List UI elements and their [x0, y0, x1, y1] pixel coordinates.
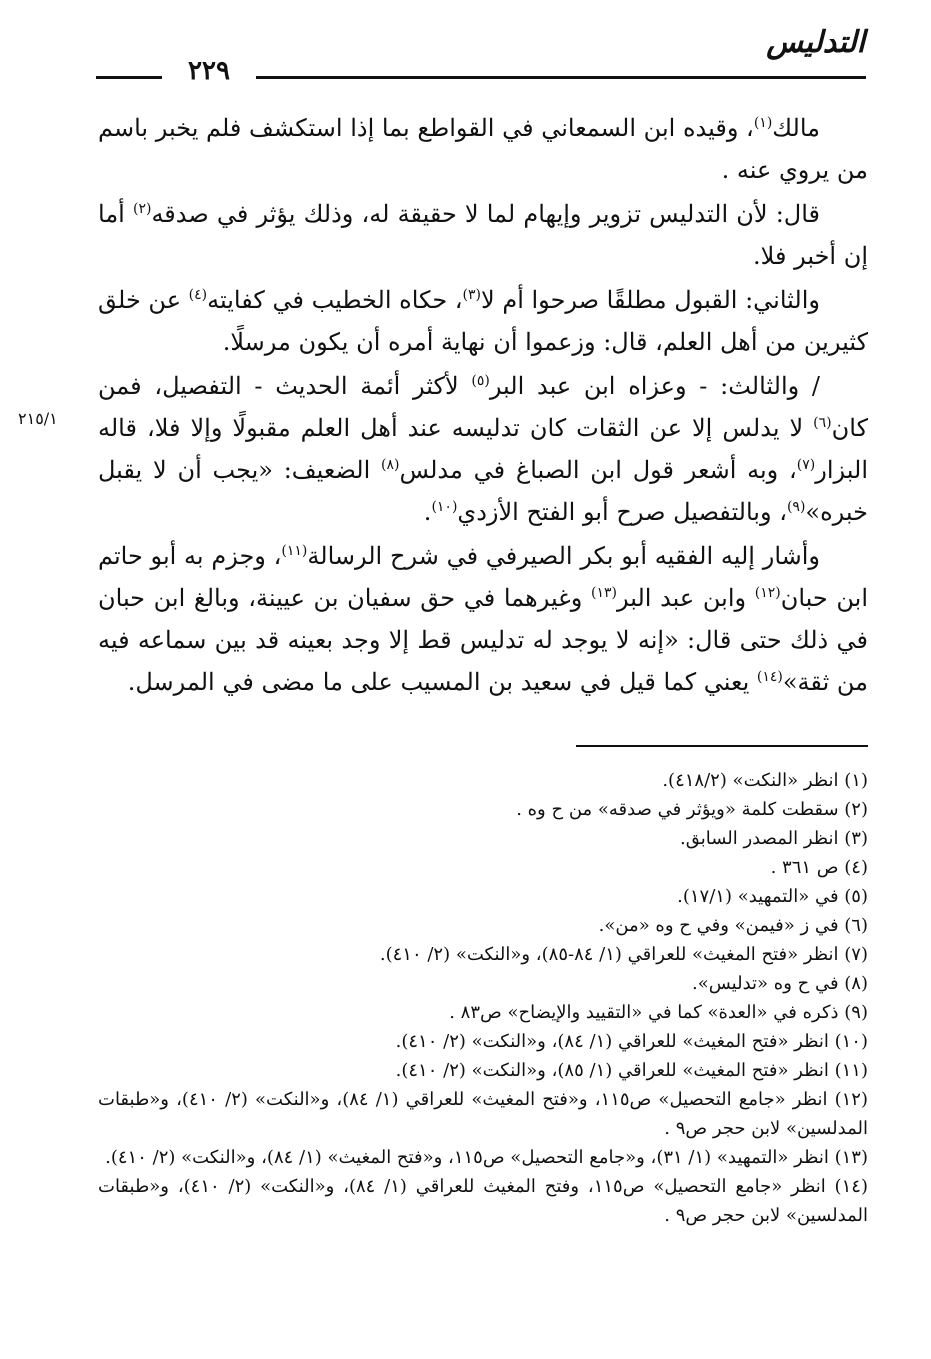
main-text — [98, 107, 868, 705]
footnote-ref[interactable]: (١٢) — [754, 585, 781, 601]
text-run: مالك — [772, 114, 820, 142]
text-run: وابن عبد البر — [616, 584, 755, 612]
footnote-2: (٢) سقطت كلمة «ويؤثر في صدقه» من ح وه . — [516, 799, 868, 820]
text-run: وغيرهما في حق سفيان بن عيينة، وبالغ ابن حبان في ذلك حتى قال: «إنه لا يوجد له تدليس قط إلا وجد بعينه قد بين سماعه فيه من ثقة» — [98, 584, 868, 696]
text-run: الضعيف: «يجب أن لا يقبل خبره» — [98, 456, 868, 526]
footnote-ref[interactable]: (٧) — [796, 457, 816, 473]
footnote-10: (١٠) انظر «فتح المغيث» للعراقي (١/ ٨٤)، و«النكت» (٢/ ٤١٠). — [395, 1031, 868, 1052]
text-run: ، وقيده ابن السمعاني في القواطع بما إذا استكشف فلم يخبر باسم من يروي عنه . — [98, 114, 868, 184]
paragraph — [98, 279, 868, 363]
text-run: والثاني: القبول مطلقًا صرحوا أم لا — [481, 286, 820, 314]
footnote-ref[interactable]: (٥) — [471, 373, 490, 389]
footnote-ref[interactable]: (١) — [753, 115, 773, 131]
footnote-ref[interactable]: (١٣) — [590, 585, 617, 601]
paragraph — [98, 193, 868, 277]
header-rule-left — [96, 76, 162, 79]
text-run: ، حكاه الخطيب في كفايته — [207, 286, 463, 314]
footnote-ref[interactable]: (٩) — [786, 499, 806, 515]
margin-page-reference: ٢١٥/١ — [18, 409, 58, 428]
text-run: ، وبه أشعر قول ابن الصباغ في مدلس — [399, 456, 797, 484]
paragraph — [98, 107, 868, 191]
text-run: يعني كما قيل في سعيد بن المسيب على ما مضى في المرسل. — [127, 668, 757, 696]
footnote-6: (٦) في ز «فيمن» وفي ح وه «من». — [598, 915, 868, 936]
text-run: وأشار إليه الفقيه أبو بكر الصيرفي في شرح الرسالة — [307, 542, 820, 570]
footnote-1: (١) انظر «النكت» (٤١٨/٢). — [662, 770, 868, 791]
page-number: ٢٢٩ — [188, 56, 230, 86]
text-run: قال: لأن التدليس تزوير وإيهام لما لا حقيقة له، وذلك يؤثر في صدقه — [151, 200, 821, 228]
footnote-4: (٤) ص ٣٦١ . — [770, 857, 868, 878]
footnote-separator — [576, 745, 868, 747]
text-run: ، وجزم به أبو حاتم ابن حبان — [98, 542, 869, 612]
footnote-8: (٨) في ح وه «تدليس». — [691, 973, 868, 994]
footnote-ref[interactable]: (١٤) — [756, 669, 783, 685]
footnote-ref[interactable]: (٣) — [462, 287, 482, 303]
text-run: ، وبالتفصيل صرح أبو الفتح الأزدي — [457, 498, 787, 526]
text-run: عن خلق كثيرين من أهل العلم، قال: وزعموا أن نهاية أمره أن يكون مرسلًا. — [98, 286, 868, 356]
footnote-13: (١٣) انظر «التمهيد» (١/ ٣١)، و«جامع التحصيل» ص١١٥، و«فتح المغيث» (١/ ٨٤)، و«النكت» (٢/ ٤١٠). — [105, 1147, 868, 1168]
footnote-12: (١٢) انظر «جامع التحصيل» ص١١٥، و«فتح المغيث» للعراقي (١/ ٨٤)، و«النكت» (٢/ ٤١٠)، و«طبقات المدلسين» لابن حجر ص٩ . — [98, 1089, 868, 1139]
text-run: لا يدلس إلا عن الثقات كان تدليسه عند أهل العلم مقبولًا وإلا فلا، قاله البزار — [98, 414, 868, 484]
footnote-ref[interactable]: (١٠) — [431, 499, 458, 515]
footnotes — [98, 766, 868, 1230]
footnote-11: (١١) انظر «فتح المغيث» للعراقي (١/ ٨٥)، و«النكت» (٢/ ٤١٠). — [395, 1060, 868, 1081]
footnote-5: (٥) في «التمهيد» (١٧/١). — [677, 886, 868, 907]
paragraph — [98, 365, 868, 533]
footnote-14: (١٤) انظر «جامع التحصيل» ص١١٥، وفتح المغيث للعراقي (١/ ٨٤)، و«النكت» (٢/ ٤١٠)، و«طبقات المدلسين» لابن حجر ص٩ . — [98, 1176, 868, 1226]
footnote-ref[interactable]: (٨) — [381, 457, 400, 473]
text-run: أما إن أخبر فلا. — [98, 200, 868, 270]
running-header-title: التدليس — [766, 25, 865, 60]
text-run: / والثالث: - وعزاه ابن عبد البر — [489, 372, 820, 400]
footnote-3: (٣) انظر المصدر السابق. — [679, 828, 868, 849]
footnote-ref[interactable]: (٤) — [188, 287, 208, 303]
footnote-ref[interactable]: (١١) — [281, 543, 308, 559]
footnote-7: (٧) انظر «فتح المغيث» للعراقي (١/ ٨٤-٨٥)، و«النكت» (٢/ ٤١٠). — [379, 944, 868, 965]
paragraph — [98, 535, 868, 703]
footnote-ref[interactable]: (٢) — [132, 201, 152, 217]
footnote-ref[interactable]: (٦) — [813, 415, 832, 431]
footnote-9: (٩) ذكره في «العدة» كما في «التقييد والإيضاح» ص٨٣ . — [449, 1002, 868, 1023]
text-run: لأكثر أئمة الحديث - التفصيل، فمن كان — [98, 372, 868, 442]
text-run: . — [423, 498, 432, 526]
header-rule-right — [256, 76, 866, 79]
